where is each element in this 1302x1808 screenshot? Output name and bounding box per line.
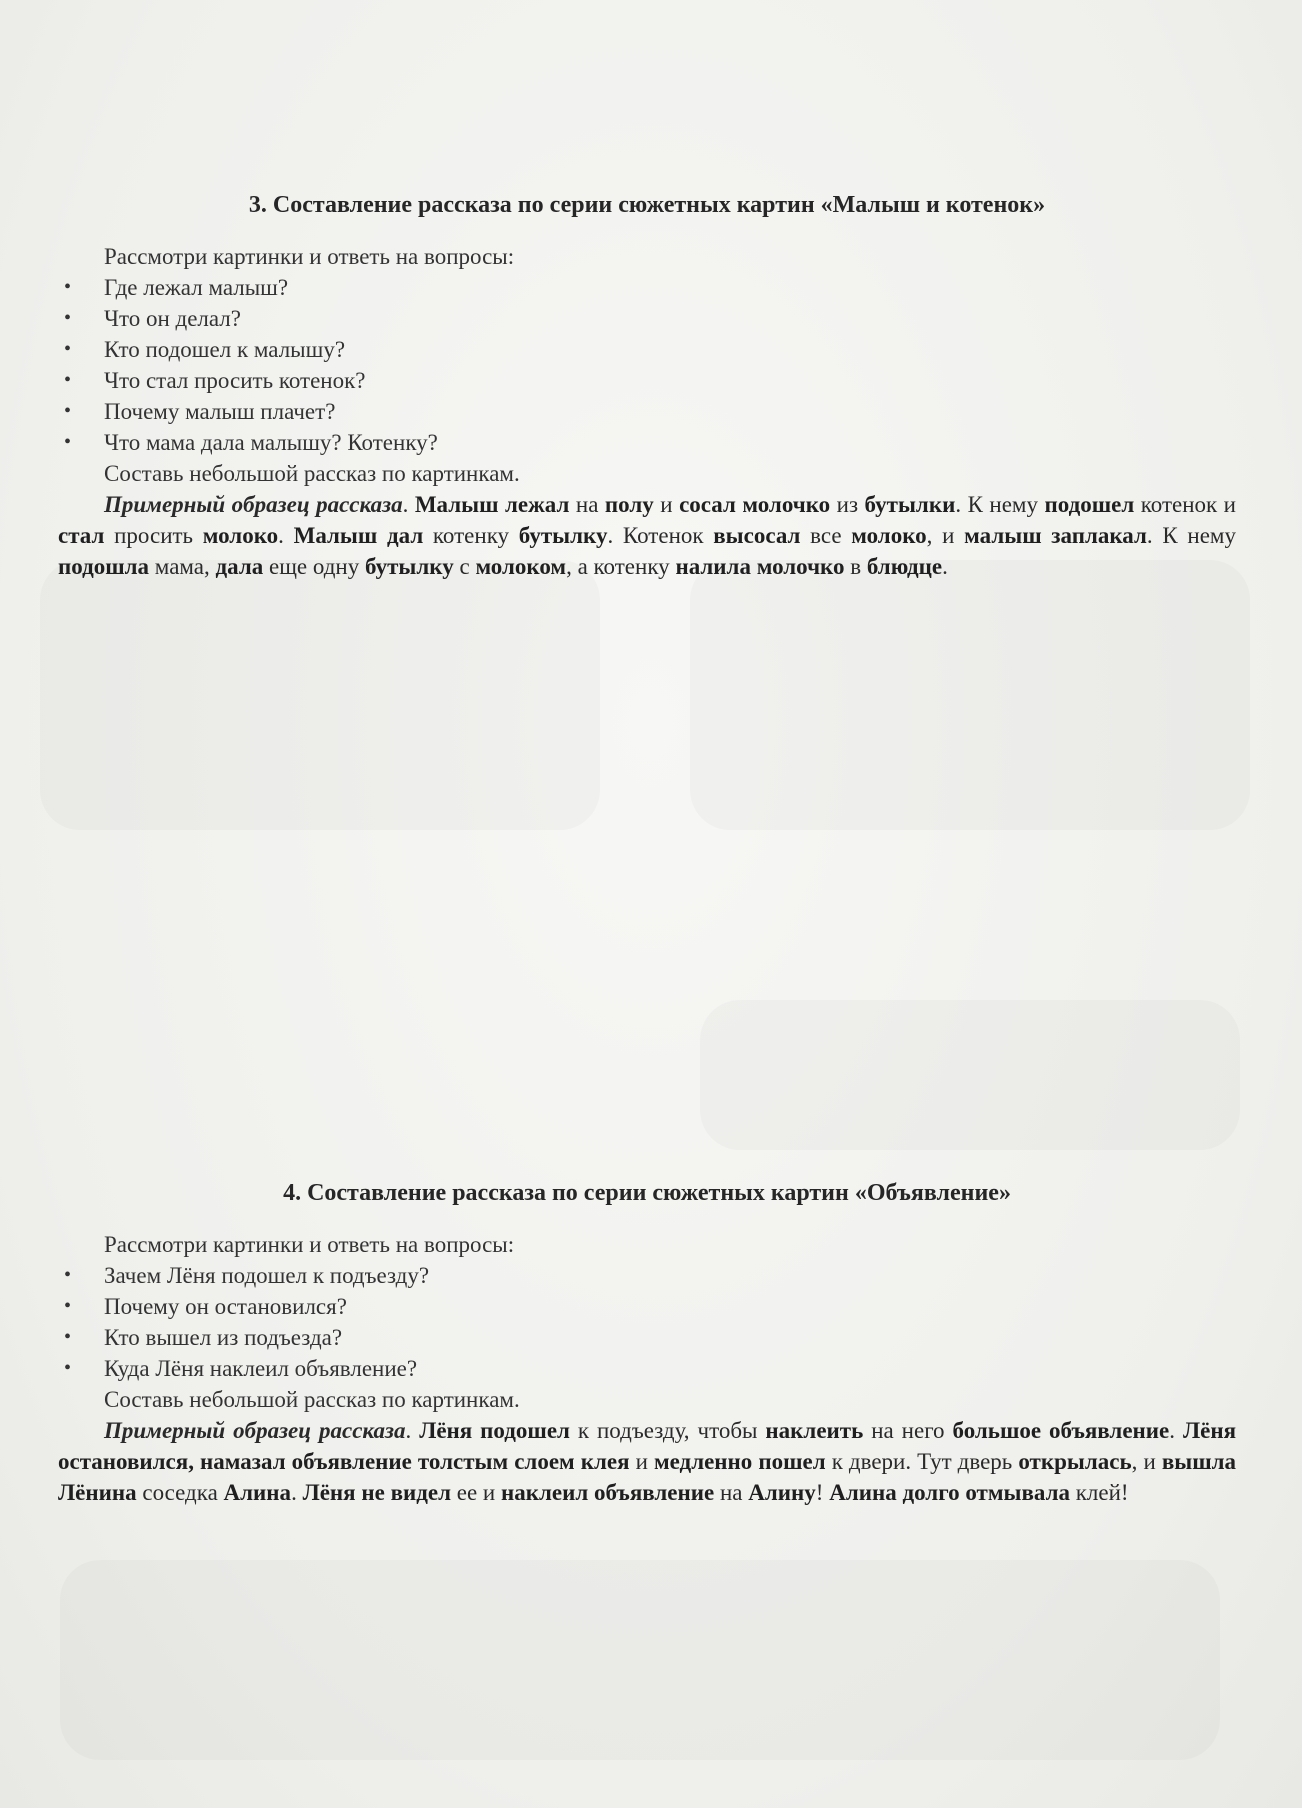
sample-text: . [402,492,415,517]
sample-text: . Котенок [607,523,714,548]
sample-text: . [942,554,948,579]
question-item [58,1291,1236,1322]
sample-text: на [569,492,605,517]
question-text: Где лежал малыш? [104,275,289,300]
sample-text: , и [926,523,965,548]
sample-keyword: бутылки [864,492,956,517]
bullet-icon: • [64,338,72,360]
sample-keyword: подошел [1044,492,1135,517]
show-through-shape [40,560,600,830]
sample-keyword: Алина долго отмывала [829,1480,1070,1505]
question-item [58,1260,1236,1291]
section-malysh-i-kotenok [58,192,1236,582]
question-item [58,272,1236,303]
sample-keyword: малыш заплакал [964,523,1147,548]
sample-keyword: молоко [202,523,279,548]
sample-text: соседка [136,1480,224,1505]
sample-keyword: налила молочко [675,554,845,579]
sample-keyword: сосал молочко [679,492,831,517]
sample-text: с [453,554,476,579]
sample-text: все [800,523,852,548]
sample-text: мама, [149,554,216,579]
sample-text: . К нему [1146,523,1236,548]
sample-keyword: наклеил объявление [500,1480,715,1505]
show-through-shape [690,560,1250,830]
sample-text: к двери. Тут дверь [825,1449,1019,1474]
question-text: Что стал просить котенок? [104,368,366,393]
sample-keyword: бутылку [365,554,454,579]
sample-keyword: молоком [475,554,567,579]
bullet-icon: • [64,431,72,453]
sample-text: просить [104,523,203,548]
sample-keyword: стал [58,523,105,548]
section-title: 4. Составление рассказа по серии сюжетных картин «Объявление» [283,1180,1011,1206]
task-text: Составь небольшой рассказ по картинкам. [104,461,520,486]
sample-keyword: наклеить [765,1418,864,1443]
sample-text: и [653,492,680,517]
question-text: Кто вышел из подъезда? [104,1325,343,1350]
bullet-icon: • [64,1326,72,1348]
sample-keyword: Малыш лежал [414,492,570,517]
sample-keyword: Малыш дал [293,523,424,548]
question-item [58,334,1236,365]
instructions-text: Рассмотри картинки и ответь на вопросы: [104,1232,515,1257]
sample-keyword: бутылку [518,523,608,548]
section-title: 3. Составление рассказа по серии сюжетных картин «Малыш и котенок» [248,192,1046,218]
sample-text: . К нему [955,492,1045,517]
sample-keyword: Лёня не видел [302,1480,451,1505]
question-text: Зачем Лёня подошел к подъезду? [104,1263,430,1288]
bullet-icon: • [64,1295,72,1317]
bullet-icon: • [64,400,72,422]
question-list [58,272,1236,458]
sample-story-lead: Примерный образец рассказа [104,492,403,517]
sample-text: . [405,1418,420,1443]
question-text: Что он делал? [104,306,241,331]
task-text: Составь небольшой рассказ по картинкам. [104,1387,520,1412]
sample-keyword: блюдце [866,554,943,579]
question-text: Почему малыш плачет? [104,399,336,424]
sample-keyword: большое объявление [952,1418,1170,1443]
question-text: Куда Лёня наклеил объявление? [104,1356,418,1381]
sample-text: ! [815,1480,830,1505]
sample-text: на [714,1480,749,1505]
bullet-icon: • [64,307,72,329]
bullet-icon: • [64,276,72,298]
section-obyavlenie [58,1180,1236,1508]
sample-text: еще одну [263,554,365,579]
sample-text: и [629,1449,654,1474]
sample-text: ее и [450,1480,501,1505]
sample-text: в [844,554,867,579]
question-item [58,427,1236,458]
sample-text: котенку [423,523,519,548]
question-text: Что мама дала малышу? Котенку? [104,430,438,455]
instructions-text: Рассмотри картинки и ответь на вопросы: [104,244,515,269]
sample-keyword: высосал [713,523,801,548]
sample-keyword: полу [604,492,654,517]
show-through-shape [60,1560,1220,1760]
sample-text: . [278,523,294,548]
question-item [58,303,1236,334]
sample-keyword: молоко [851,523,927,548]
sample-text: котенок и [1134,492,1236,517]
sample-keyword: Алину [748,1480,816,1505]
bullet-icon: • [64,1357,72,1379]
sample-keyword: Лёня подошел [419,1418,570,1443]
question-item [58,396,1236,427]
sample-text: . [291,1480,303,1505]
question-item [58,365,1236,396]
sample-keyword: Лёня остановился, намазал объявление толстым слоем клея [58,1418,1237,1474]
question-list [58,1260,1236,1384]
sample-text: из [830,492,865,517]
sample-story-lead: Примерный образец рассказа [104,1418,406,1443]
sample-text: на него [863,1418,953,1443]
sample-text: , и [1131,1449,1162,1474]
question-text: Почему он остановился? [104,1294,347,1319]
sample-text: к подъезду, чтобы [569,1418,766,1443]
sample-keyword: дала [215,554,264,579]
sample-text: , а котенку [566,554,676,579]
question-item [58,1353,1236,1384]
question-text: Кто подошел к малышу? [104,337,346,362]
sample-story [58,489,1236,582]
question-item [58,1322,1236,1353]
sample-keyword: подошла [58,554,150,579]
bullet-icon: • [64,1264,72,1286]
sample-keyword: открылась [1018,1449,1132,1474]
sample-text: . [1169,1418,1183,1443]
sample-keyword: медленно пошел [653,1449,826,1474]
bullet-icon: • [64,369,72,391]
sample-story [58,1415,1236,1508]
sample-text: клей! [1069,1480,1129,1505]
sample-keyword: Алина [223,1480,292,1505]
show-through-shape [700,1000,1240,1150]
sample-keyword: вышла Лёнина [58,1449,1237,1505]
